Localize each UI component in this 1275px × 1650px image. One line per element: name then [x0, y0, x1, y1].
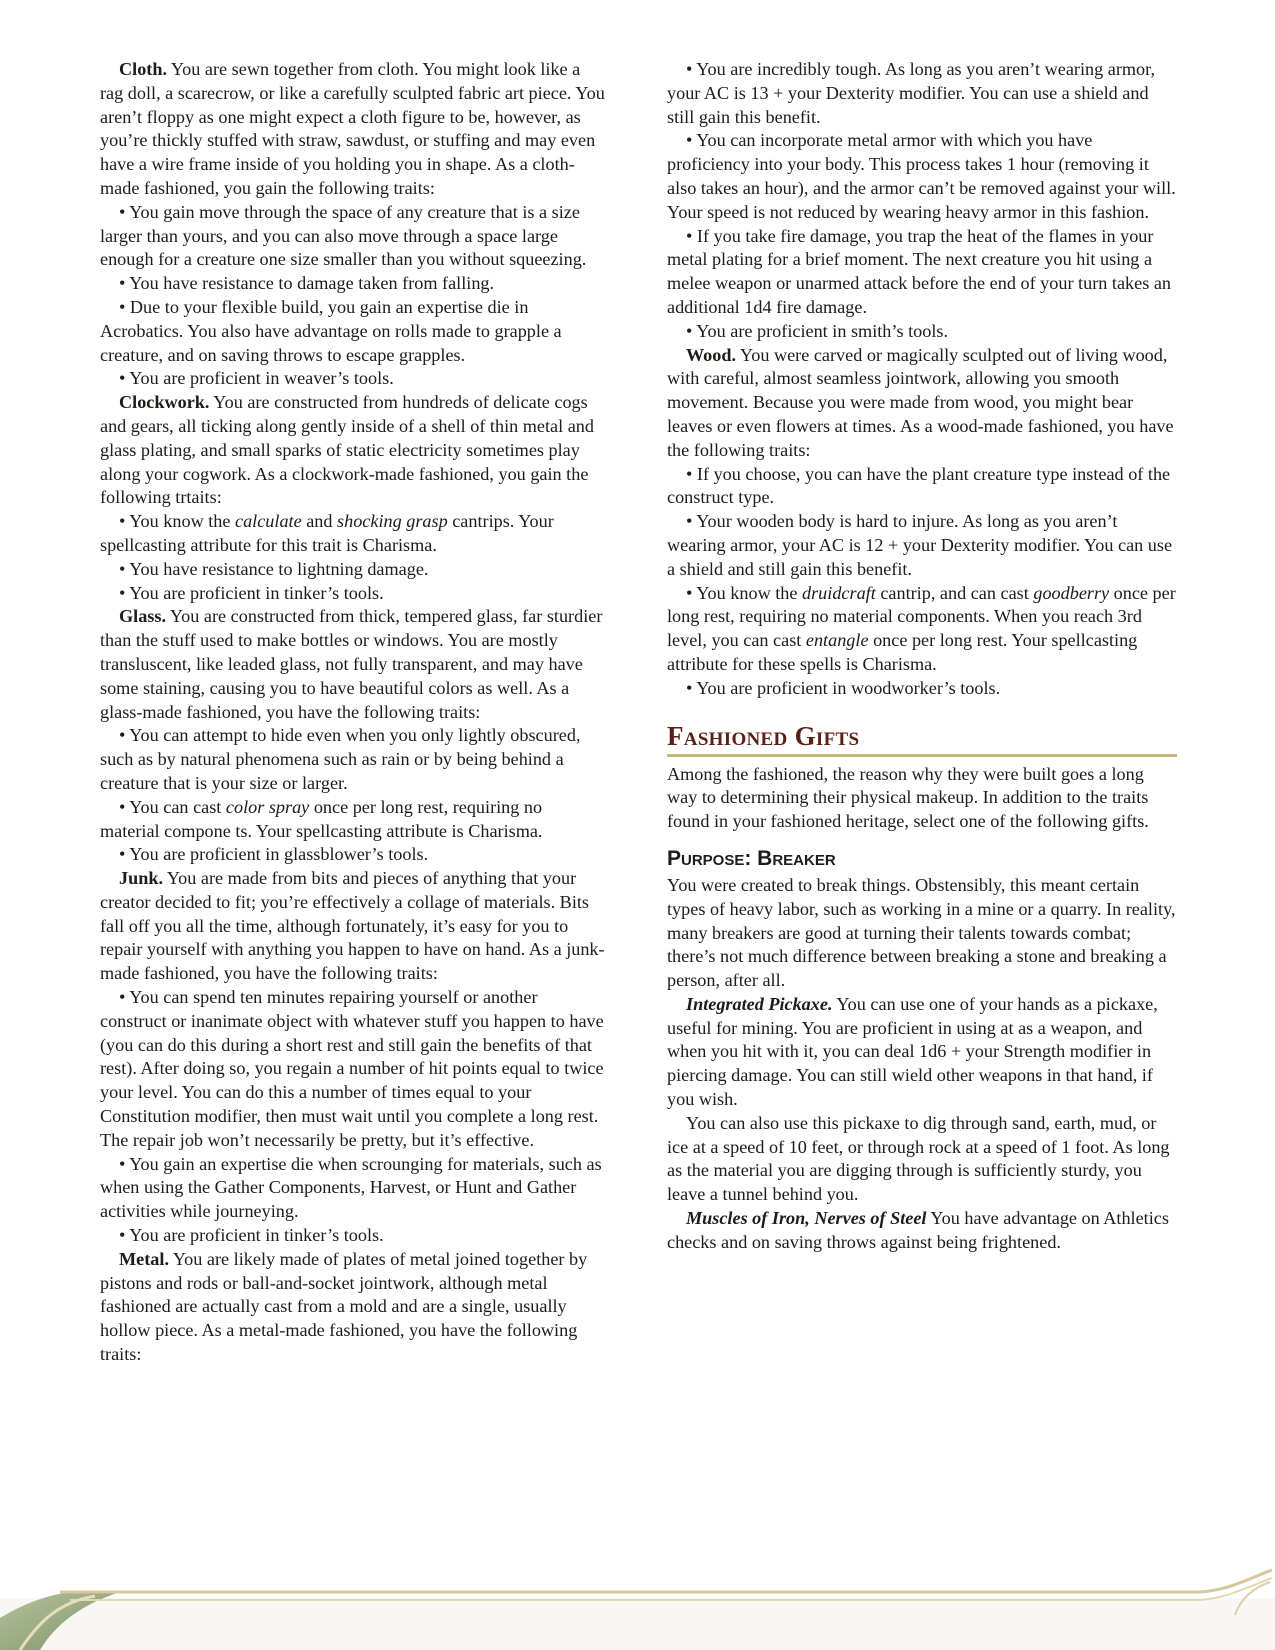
glass-trait-tools: • You are proficient in glassblower’s tools. — [119, 844, 429, 865]
cloth-trait-acrobatics: • Due to your flexible build, you gain an expertise die in Acrobatics. You also have advantage on rolls made to grapple a creature, and on saving throws to escape grapples. — [100, 296, 562, 365]
glass-trait-hide: • You can attempt to hide even when you only lightly obscured, such as by natural phenomena such as rain or by being behind a creature that is your size or larger. — [100, 725, 581, 793]
muscles-paragraph: Muscles of Iron, Nerves of Steel You have advantage on Athletics checks and on saving throws against being frightened. — [667, 1208, 1169, 1252]
wood-trait-plant: • If you choose, you can have the plant creature type instead of the construct type. — [667, 463, 1171, 508]
cloth-trait-falling: • You have resistance to damage taken from falling. — [119, 273, 495, 294]
metal-trait-tools: • You are proficient in smith’s tools. — [686, 320, 948, 341]
footer-strip — [0, 1598, 1275, 1650]
cloth-trait-tools: • You are proficient in weaver’s tools. — [119, 368, 394, 389]
footer-line-upper — [60, 1570, 1272, 1592]
glass-trait-color-spray: • You can cast color spray once per long rest, requiring no material compone ts. Your spellcasting attribute is Charisma. — [100, 796, 543, 841]
breaker-intro: You were created to break things. Obstensibly, this meant certain types of heavy labor, such as working in a mine or a quarry. In reality, many breakers are good at turning their talents towards combat; there’s not much difference between breaking a stone and breaking a person, after all. — [667, 874, 1176, 991]
clockwork-trait-cantrips: • You know the calculate and shocking grasp cantrips. Your spellcasting attribute for this trait is Charisma. — [100, 511, 554, 555]
metal-trait-tough: • You are incredibly tough. As long as you aren’t wearing armor, your AC is 13 + your Dexterity modifier. You can use a shield and still gain this benefit. — [667, 59, 1155, 127]
metal-paragraph: Metal. You are likely made of plates of metal joined together by pistons and rods or ball-and-socket jointwork, although metal fashioned are actually cast from a mold and are a single, usually hollow piece. As a metal-made fashioned, you have the following traits: — [100, 1248, 588, 1365]
metal-trait-armor: • You can incorporate metal armor with which you have proficiency into your body. This process takes 1 hour (removing it also takes an hour), and the armor can’t be removed against your will. Your speed is not reduced by wearing heavy armor in this fashion. — [667, 130, 1176, 222]
pickaxe-dig-paragraph: You can also use this pickaxe to dig through sand, earth, mud, or ice at a speed of 10 feet, or through rock at a speed of 1 foot. As long as the material you are digging through is sufficiently sturdy, you leave a tunnel behind you. — [667, 1112, 1170, 1205]
cloth-trait-move: • You gain move through the space of any creature that is a size larger than yours, and you can also move through a space large enough for a creature one size smaller than you without squeezing. — [100, 201, 587, 270]
junk-paragraph: Junk. You are made from bits and pieces of anything that your creator decided to fit; you’re effectively a collage of materials. Bits fall off you all the time, although fortunately, it’s easy for you to repair yourself with anything you happen to have on hand. As a junk-made fashioned, you have the following traits: — [100, 868, 605, 984]
wood-trait-spells: • You know the druidcraft cantrip, and can cast goodberry once per long rest, requiring no material components. When you reach 3rd level, you can cast entangle once per long rest. Your spellcasting attribute for these spells is Charisma. — [667, 582, 1176, 674]
integrated-pickaxe-paragraph: Integrated Pickaxe. You can use one of your hands as a pickaxe, useful for mining. You are proficient in using at as a weapon, and when you hit with it, you can deal 1d6 + your Strength modifier in piercing damage. You can still wield other weapons in that hand, if you wish. — [667, 993, 1158, 1110]
section-heading-fashioned-gifts: Fashioned Gifts — [667, 719, 1177, 757]
right-column — [667, 58, 1177, 1255]
footer-line-lower — [70, 1578, 1272, 1600]
wood-paragraph: Wood. You were carved or magically sculpted out of living wood, with careful, almost seamless jointwork, allowing you smooth movement. Because you were made from wood, you might bear leaves or even flowers at times. As a wood-made fashioned, you have the following traits: — [667, 344, 1174, 460]
junk-trait-scrounge: • You gain an expertise die when scrounging for materials, such as when using the Gather Components, Harvest, or Hunt and Gather activities while journeying. — [100, 1153, 602, 1222]
gifts-intro: Among the fashioned, the reason why they were built goes a long way to determining their physical makeup. In addition to the traits found in your fashioned heritage, select one of the following gifts. — [667, 763, 1149, 832]
metal-trait-fire: • If you take fire damage, you trap the heat of the flames in your metal plating for a brief moment. The next creature you hit using a melee weapon or unarmed attack before the end of your turn takes an additional 1d4 fire damage. — [667, 225, 1171, 317]
left-column — [100, 58, 606, 1367]
page-footer-border — [0, 1560, 1275, 1650]
clockwork-trait-tools: • You are proficient in tinker’s tools. — [119, 582, 384, 603]
wood-trait-ac: • Your wooden body is hard to injure. As long as you aren’t wearing armor, your AC is 12 + your Dexterity modifier. You can use a shield and still gain this benefit. — [667, 511, 1173, 579]
junk-trait-repair: • You can spend ten minutes repairing yourself or another construct or inanimate object with whatever stuff you happen to have (you can do this during a short rest and still gain the benefits of that rest). After doing so, you regain a number of hit points equal to twice your level. You can do this a number of times equal to your Constitution modifier, then must wait until you complete a long rest. The repair job won’t necessarily be pretty, but it’s effective. — [100, 987, 604, 1150]
clockwork-paragraph: Clockwork. You are constructed from hundreds of delicate cogs and gears, all ticking along gently inside of a shell of thin metal and glass plating, and small sparks of static electricity sometimes play along your cogwork. As a clockwork-made fashioned, you gain the following trtaits: — [100, 392, 594, 508]
subheading-purpose-breaker: Purpose: Breaker — [667, 846, 836, 870]
cloth-paragraph: Cloth. You are sewn together from cloth. You might look like a rag doll, a scarecrow, or like a carefully sculpted fabric art piece. You aren’t floppy as one might expect a cloth figure to be, however, as you’re thickly stuffed with straw, sawdust, or stuffing and may even have a wire frame inside of you holding you in shape. As a cloth-made fashioned, you gain the following traits: — [100, 59, 605, 198]
wood-trait-tools: • You are proficient in woodworker’s tools. — [686, 677, 1001, 698]
junk-trait-tools: • You are proficient in tinker’s tools. — [119, 1225, 384, 1246]
clockwork-trait-lightning: • You have resistance to lightning damage. — [119, 558, 429, 579]
glass-paragraph: Glass. You are constructed from thick, tempered glass, far sturdier than the stuff used to make bottles or windows. You are mostly transluscent, like leaded glass, not fully transparent, and may have some staining, causing you to have beautiful colors as well. As a glass-made fashioned, you have the following traits: — [100, 606, 603, 722]
